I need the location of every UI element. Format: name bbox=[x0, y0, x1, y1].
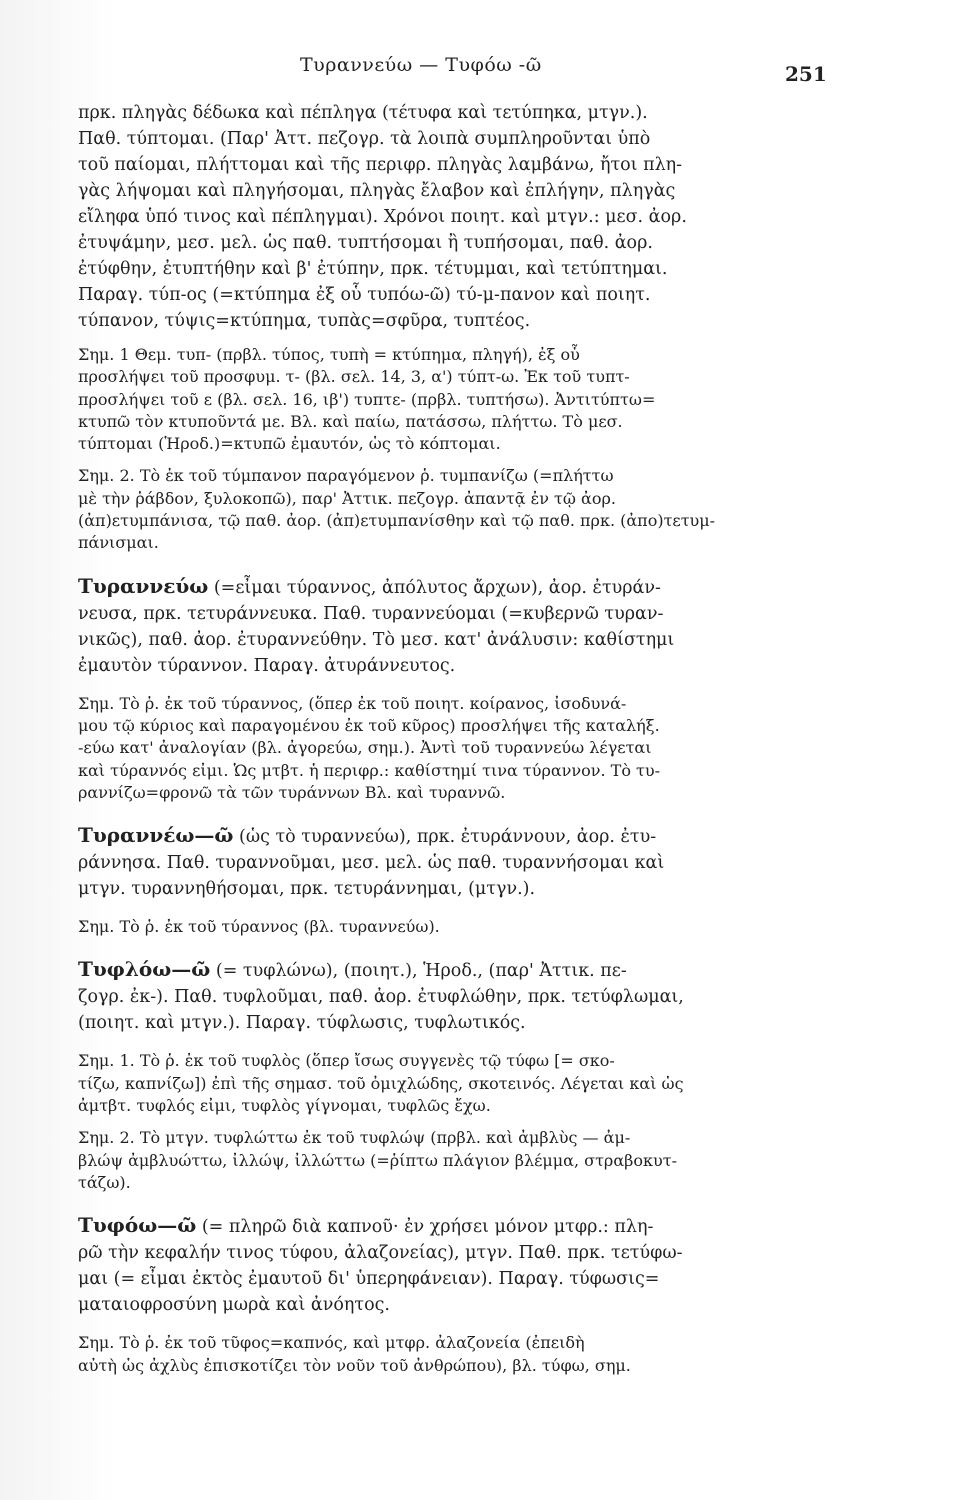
note-line: μὲ τὴν ῥάβδον, ξυλοκοπῶ), παρ' Ἀττικ. πεζογρ. ἀπαντᾷ ἐν τῷ ἀορ. bbox=[78, 488, 616, 508]
note-line: Σημ. Τὸ ῥ. ἐκ τοῦ τύραννος, (ὅπερ ἐκ τοῦ ποιητ. κοίρανος, ἰσοδυνά- bbox=[78, 693, 627, 713]
entry-headword: Τυφλόω—ῶ bbox=[78, 957, 211, 982]
note-line: Σημ. Τὸ ῥ. ἐκ τοῦ τύραννος (βλ. τυραννεύω). bbox=[78, 917, 440, 937]
text-line: γὰς λήψομαι καὶ πληγήσομαι, πληγὰς ἔλαβον καὶ ἐπλήγην, πληγὰς bbox=[78, 181, 676, 201]
text-line: ζογρ. ἐκ-). Παθ. τυφλοῦμαι, παθ. ἀορ. ἐτυφλώθην, πρκ. τετύφλωμαι, bbox=[78, 987, 684, 1008]
entry-text: (= πληρῶ διὰ καπνοῦ· ἐν χρήσει μόνον μτφρ.: πλη- bbox=[196, 1217, 654, 1238]
text-line: τοῦ παίομαι, πλήττομαι καὶ τῆς περιφρ. πληγὰς λαμβάνω, ἤτοι πλη- bbox=[78, 155, 683, 175]
note-line: Σημ. 2. Τὸ μτγν. τυφλώττω ἐκ τοῦ τυφλώψ (πρβλ. καὶ ἀμβλὺς — ἀμ- bbox=[78, 1128, 631, 1148]
note-line: τύπτομαι (Ἡροδ.)=κτυπῶ ἐμαυτόν, ὡς τὸ κόπτομαι. bbox=[78, 434, 501, 454]
text-line bbox=[78, 956, 830, 984]
note-block bbox=[78, 1332, 830, 1377]
note-line: βλώψ ἀμβλυώττω, ἰλλώψ, ἰλλώττω (=ῥίπτω πλάγιον βλέμμα, στραβοκυτ- bbox=[78, 1150, 677, 1170]
entry-continuation-paragraph bbox=[78, 100, 830, 334]
text-line: τύπανον, τύψις=κτύπημα, τυπὰς=σφῦρα, τυπτέος. bbox=[78, 311, 531, 331]
page-header bbox=[0, 44, 955, 86]
text-line: νικῶς), παθ. ἀορ. ἐτυραννεύθην. Τὸ μεσ. κατ' ἀνάλυσιν: καθίστημι bbox=[78, 629, 675, 650]
text-line: εἴληφα ὑπό τινος καὶ πέπληγμαι). Χρόνοι ποιητ. καὶ μτγν.: μεσ. ἀορ. bbox=[78, 207, 687, 227]
note-line: μου τῷ κύριος καὶ παραγομένου ἐκ τοῦ κῦρος) προσλήψει τῆς καταλήξ. bbox=[78, 715, 660, 735]
note-line: -εύω κατ' ἀναλογίαν (βλ. ἀγορεύω, σημ.). Ἀντὶ τοῦ τυραννεύω λέγεται bbox=[78, 738, 652, 758]
page-number: 251 bbox=[785, 62, 827, 86]
text-line: μαι (= εἶμαι ἐκτὸς ἐμαυτοῦ δι' ὑπερηφάνειαν). Παραγ. τύφωσις= bbox=[78, 1269, 660, 1290]
note-line: Σημ. 1 Θεμ. τυπ- (πρβλ. τύπος, τυπὴ = κτύπημα, πληγή), ἐξ οὗ bbox=[78, 345, 580, 364]
note-line: τίζω, καπνίζω]) ἐπὶ τῆς σημασ. τοῦ ὀμιχλώδης, σκοτεινός. Λέγεται καὶ ὡς bbox=[78, 1073, 684, 1093]
note-line: τάζω). bbox=[78, 1172, 131, 1192]
dictionary-entry bbox=[78, 822, 830, 902]
text-line: (ποιητ. καὶ μτγν.). Παραγ. τύφλωσις, τυφλωτικός. bbox=[78, 1013, 526, 1034]
text-line: μτγν. τυραννηθήσομαι, πρκ. τετυράννημαι, (μτγν.). bbox=[78, 879, 536, 900]
note-block bbox=[78, 465, 830, 554]
note-block bbox=[78, 916, 830, 938]
text-line: ἐμαυτὸν τύραννον. Παραγ. ἀτυράννευτος. bbox=[78, 655, 456, 676]
entry-headword: Τυραννεύω bbox=[78, 573, 209, 598]
note-line: Σημ. 1. Τὸ ῥ. ἐκ τοῦ τυφλὸς (ὅπερ ἴσως συγγενὲς τῷ τύφω [= σκο- bbox=[78, 1051, 615, 1071]
text-line: ἐτύφθην, ἐτυπτήθην καὶ β' ἐτύπην, πρκ. τέτυμμαι, καὶ τετύπτημαι. bbox=[78, 259, 668, 279]
dictionary-entry bbox=[78, 573, 830, 679]
note-line: (ἀπ)ετυμπάνισα, τῷ παθ. ἀορ. (ἀπ)ετυμπανίσθην καὶ τῷ παθ. πρκ. (ἀπο)τετυμ- bbox=[78, 511, 716, 531]
note-line: κτυπῶ τὸν κτυποῦντά με. Βλ. καὶ παίω, πατάσσω, πλήττω. Τὸ μεσ. bbox=[78, 411, 623, 431]
text-line: ματαιοφροσύνη μωρὰ καὶ ἀνόητος. bbox=[78, 1295, 390, 1316]
note-line: πάνισμαι. bbox=[78, 533, 159, 553]
dictionary-text bbox=[78, 100, 830, 1377]
entry-text: (= τυφλώνω), (ποιητ.), Ἡροδ., (παρ' Ἀττικ. πε- bbox=[210, 961, 627, 982]
note-block bbox=[78, 344, 830, 455]
note-line: ἀμτβτ. τυφλός εἰμι, τυφλὸς γίγνομαι, τυφλῶς ἔχω. bbox=[78, 1096, 491, 1116]
text-line: νευσα, πρκ. τετυράννευκα. Παθ. τυραννεύομαι (=κυβερνῶ τυραν- bbox=[78, 603, 664, 624]
note-line: ραννίζω=φρονῶ τὰ τῶν τυράννων Βλ. καὶ τυραννῶ. bbox=[78, 782, 506, 802]
note-line: Σημ. Τὸ ῥ. ἐκ τοῦ τῦφος=καπνός, καὶ μτφρ. ἀλαζονεία (ἐπειδὴ bbox=[78, 1333, 585, 1353]
dictionary-entry bbox=[78, 1212, 830, 1318]
note-line: προσλήψει τοῦ ε (βλ. σελ. 16, ιβ') τυπτε- (πρβλ. τυπτήσω). Ἀντιτύπτω= bbox=[78, 389, 656, 409]
note-block bbox=[78, 1127, 830, 1194]
text-line: ἐτυψάμην, μεσ. μελ. ὡς παθ. τυπτήσομαι ἢ τυπήσομαι, παθ. ἀορ. bbox=[78, 233, 653, 253]
text-line bbox=[78, 1212, 830, 1240]
text-line: Παραγ. τύπ-ος (=κτύπημα ἐξ οὗ τυπόω-ῶ) τύ-μ-πανον καὶ ποιητ. bbox=[78, 285, 651, 305]
text-line bbox=[78, 573, 830, 601]
note-block bbox=[78, 1050, 830, 1117]
note-line: αὐτὴ ὡς ἀχλὺς ἐπισκοτίζει τὸν νοῦν τοῦ ἀνθρώπου), βλ. τύφω, σημ. bbox=[78, 1355, 631, 1375]
text-line bbox=[78, 822, 830, 850]
running-head: Τυραννεύω — Τυφόω -ῶ bbox=[300, 54, 542, 76]
text-line: ρῶ τὴν κεφαλήν τινος τύφου, ἀλαζονείας), μτγν. Παθ. πρκ. τετύφω- bbox=[78, 1243, 683, 1264]
text-line: πρκ. πληγὰς δέδωκα καὶ πέπληγα (τέτυφα καὶ τετύπηκα, μτγν.). bbox=[78, 103, 648, 123]
entry-headword: Τυφόω—ῶ bbox=[78, 1213, 197, 1238]
note-line: Σημ. 2. Τὸ ἐκ τοῦ τύμπανον παραγόμενον ῥ. τυμπανίζω (=πλήττω bbox=[78, 466, 614, 486]
text-line: Παθ. τύπτομαι. (Παρ' Ἀττ. πεζογρ. τὰ λοιπὰ συμπληροῦνται ὑπὸ bbox=[78, 129, 651, 149]
entry-headword: Τυραννέω—ῶ bbox=[78, 823, 234, 848]
entry-text: (=εἶμαι τύραννος, ἀπόλυτος ἄρχων), ἀορ. ἐτυράν- bbox=[208, 577, 661, 598]
note-line: καὶ τύραννός εἰμι. Ὡς μτβτ. ἡ περιφρ.: καθίστημί τινα τύραννον. Τὸ τυ- bbox=[78, 760, 661, 780]
dictionary-entry bbox=[78, 956, 830, 1036]
note-block bbox=[78, 693, 830, 804]
entry-text: (ὡς τὸ τυραννεύω), πρκ. ἐτυράννουν, ἀορ. ἐτυ- bbox=[233, 827, 657, 848]
text-line: ράννησα. Παθ. τυραννοῦμαι, μεσ. μελ. ὡς παθ. τυραννήσομαι καὶ bbox=[78, 853, 665, 874]
note-line: προσλήψει τοῦ προσφυμ. τ- (βλ. σελ. 14, 3, α') τύπτ-ω. Ἐκ τοῦ τυπτ- bbox=[78, 367, 630, 387]
